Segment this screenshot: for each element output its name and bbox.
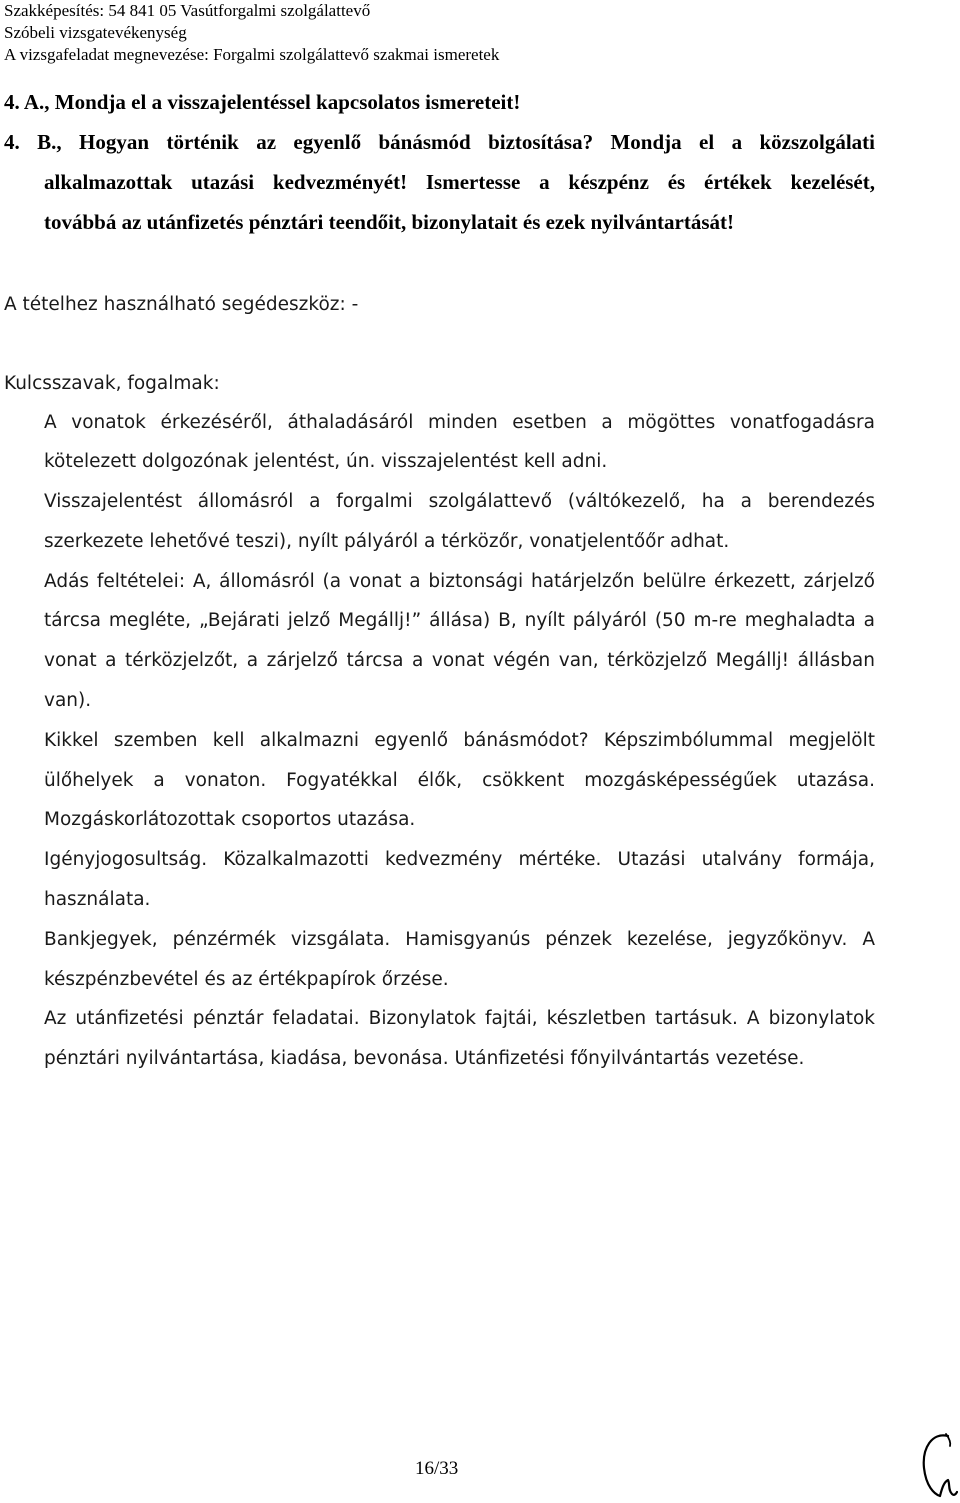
handwritten-signature [918, 1430, 958, 1500]
body-line: Visszajelentést állomásról a forgalmi szolgálattevő (váltókezelő, ha a berendezés [44, 491, 875, 512]
body-line: pénztári nyilvántartása, kiadása, bevonása. Utánfizetési főnyilvántartás vezetése. [44, 1048, 805, 1069]
question-b-line-3: továbbá az utánfizetés pénztári teendőit, bizonylatait és ezek nyilvántartását! [44, 210, 734, 234]
body-line: tárcsa megléte, „Bejárati jelző Megállj!” állása) B, nyílt pályáról (50 m-re meghaladta a [44, 610, 875, 631]
header-task-name: A vizsgafeladat megnevezése: Forgalmi szolgálattevő szakmai ismeretek [4, 45, 500, 64]
body-line: kötelezett dolgozónak jelentést, ún. visszajelentést kell adni. [44, 451, 608, 472]
keywords-label: Kulcsszavak, fogalmak: [4, 373, 220, 394]
question-b-line-1: 4. B., Hogyan történik az egyenlő bánásmód biztosítása? Mondja el a közszolgálati [4, 130, 875, 154]
body-line: A vonatok érkezéséről, áthaladásáról minden esetben a mögöttes vonatfogadásra [44, 412, 875, 433]
page-number: 16/33 [415, 1458, 459, 1479]
body-line: használata. [44, 889, 151, 910]
question-a: 4. A., Mondja el a visszajelentéssel kapcsolatos ismereteit! [4, 90, 521, 114]
body-line: készpénzbevétel és az értékpapírok őrzése. [44, 969, 449, 990]
body-line: ülőhelyek a vonaton. Fogyatékkal élők, csökkent mozgásképességűek utazása. [44, 770, 875, 791]
body-line: van). [44, 690, 92, 711]
header-qualification: Szakképesítés: 54 841 05 Vasútforgalmi szolgálattevő [4, 1, 371, 20]
body-line: Bankjegyek, pénzérmék vizsgálata. Hamisgyanús pénzek kezelése, jegyzőkönyv. A [44, 929, 875, 950]
body-line: Az utánfizetési pénztár feladatai. Bizonylatok fajtái, készletben tartásuk. A bizonylatok [44, 1008, 875, 1029]
body-line: Igényjogosultság. Közalkalmazotti kedvezmény mértéke. Utazási utalvány formája, [44, 849, 875, 870]
body-line: Mozgáskorlátozottak csoportos utazása. [44, 809, 416, 830]
header-exam-activity: Szóbeli vizsgatevékenység [4, 23, 187, 42]
body-line: Kikkel szemben kell alkalmazni egyenlő bánásmódot? Képszimbólummal megjelölt [44, 730, 875, 751]
tools-line: A tételhez használható segédeszköz: - [4, 294, 359, 315]
body-line: szerkezete lehetővé teszi), nyílt pályáról a térközőr, vonatjelentőőr adhat. [44, 531, 730, 552]
body-line: Adás feltételei: A, állomásról (a vonat a biztonsági határjelzőn belülre érkezett, zárjelző [44, 571, 875, 592]
question-b-line-2: alkalmazottak utazási kedvezményét! Ismertesse a készpénz és értékek kezelését, [44, 170, 875, 194]
page-header [4, 0, 499, 66]
body-line: vonat a térközjelzőt, a zárjelző tárcsa a vonat végén van, térközjelző Megállj! állásban [44, 650, 875, 671]
